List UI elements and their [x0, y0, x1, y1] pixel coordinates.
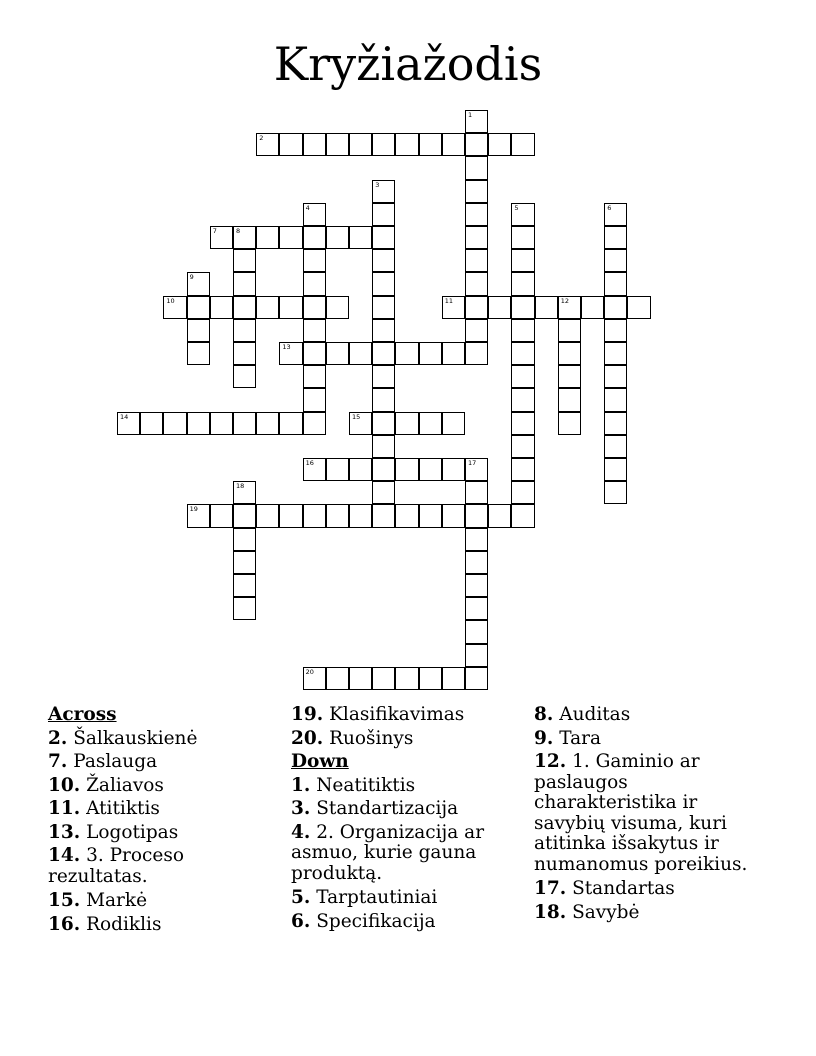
clue-across-16: 16. Rodiklis [48, 913, 162, 935]
grid-cell[interactable] [372, 272, 395, 295]
grid-cell[interactable] [604, 365, 627, 388]
grid-cell[interactable] [256, 226, 279, 249]
grid-cell[interactable] [558, 412, 581, 435]
clue-down-17: 17. Standartas [534, 878, 675, 899]
clue-across-13: 13. Logotipas [48, 821, 179, 843]
grid-cell[interactable] [465, 156, 488, 179]
grid-cell[interactable] [349, 133, 372, 156]
grid-cell[interactable] [349, 342, 372, 365]
grid-cell[interactable] [372, 180, 395, 203]
grid-cell[interactable] [372, 319, 395, 342]
grid-cell[interactable] [303, 296, 326, 319]
grid-cell[interactable] [210, 296, 233, 319]
grid-cell[interactable] [511, 504, 534, 527]
grid-cell[interactable] [233, 597, 256, 620]
grid-cell[interactable] [326, 226, 349, 249]
grid-cell[interactable] [210, 412, 233, 435]
grid-cell[interactable] [511, 388, 534, 411]
grid-cell[interactable] [326, 296, 349, 319]
clue-across-20: 20. Ruošinys [291, 727, 414, 749]
grid-cell[interactable] [187, 412, 210, 435]
grid-cell[interactable] [349, 458, 372, 481]
grid-cell[interactable] [465, 597, 488, 620]
grid-cell[interactable] [187, 319, 210, 342]
cell-number: 8 [236, 227, 241, 235]
clue-down-12: 12. 1. Gaminio ar paslaugos charakteristika ir savybių visuma, kuri atitinka išsakytus ir numanomus poreikius. [534, 751, 748, 875]
grid-cell[interactable] [187, 296, 210, 319]
grid-cell[interactable] [372, 296, 395, 319]
clues-column-1 [48, 703, 268, 936]
grid-cell[interactable] [465, 574, 488, 597]
grid-cell[interactable] [233, 412, 256, 435]
cell-number: 16 [305, 459, 314, 467]
grid-cell[interactable] [419, 504, 442, 527]
grid-cell[interactable] [465, 458, 488, 481]
grid-cell[interactable] [233, 365, 256, 388]
grid-cell[interactable] [511, 412, 534, 435]
grid-cell[interactable] [604, 412, 627, 435]
cell-number: 13 [282, 343, 291, 351]
grid-cell[interactable] [558, 319, 581, 342]
grid-cell[interactable] [419, 458, 442, 481]
grid-cell[interactable] [372, 458, 395, 481]
grid-cell[interactable] [558, 365, 581, 388]
grid-cell[interactable] [303, 667, 326, 690]
across-heading: Across [48, 704, 117, 725]
cell-number: 12 [560, 296, 570, 305]
down-heading: Down [291, 751, 349, 772]
grid-cell[interactable] [279, 342, 302, 365]
clue-across-7: 7. Paslauga [48, 751, 158, 772]
grid-cell[interactable] [187, 272, 210, 295]
grid-cell[interactable] [372, 667, 395, 690]
grid-cell[interactable] [233, 504, 256, 527]
grid-cell[interactable] [187, 504, 210, 527]
grid-cell[interactable] [442, 133, 465, 156]
grid-cell[interactable] [256, 412, 279, 435]
grid-cell[interactable] [303, 133, 326, 156]
grid-cell[interactable] [604, 272, 627, 295]
grid-cell[interactable] [465, 296, 488, 319]
grid-cell[interactable] [604, 226, 627, 249]
cell-number: 14 [120, 412, 129, 421]
grid-cell[interactable] [326, 133, 349, 156]
clues-column-3 [534, 703, 774, 924]
grid-cell[interactable] [326, 667, 349, 690]
grid-cell[interactable] [233, 528, 256, 551]
grid-cell[interactable] [303, 319, 326, 342]
grid-cell[interactable] [372, 203, 395, 226]
grid-cell[interactable] [465, 249, 488, 272]
grid-cell[interactable] [442, 296, 465, 319]
grid-cell[interactable] [465, 203, 488, 226]
grid-cell[interactable] [511, 458, 534, 481]
cell-number: 9 [189, 273, 194, 282]
grid-cell[interactable] [349, 504, 372, 527]
grid-cell[interactable] [187, 342, 210, 365]
grid-cell[interactable] [303, 458, 326, 481]
page-title: Kryžiažodis [273, 37, 543, 91]
grid-cell[interactable] [465, 644, 488, 667]
grid-cell[interactable] [604, 435, 627, 458]
grid-cell[interactable] [465, 342, 488, 365]
grid-cell[interactable] [465, 620, 488, 643]
grid-cell[interactable] [140, 412, 163, 435]
clue-down-4: 4. 2. Organizacija ar asmuo, kurie gauna produktą. [291, 821, 485, 884]
grid-cell[interactable] [303, 365, 326, 388]
clue-down-1: 1. Neatitiktis [291, 774, 416, 796]
grid-cell[interactable] [349, 226, 372, 249]
grid-cell[interactable] [581, 296, 604, 319]
grid-cell[interactable] [604, 249, 627, 272]
grid-cell[interactable] [395, 458, 418, 481]
grid-cell[interactable] [233, 574, 256, 597]
clue-down-6: 6. Specifikacija [291, 910, 436, 932]
grid-cell[interactable] [372, 342, 395, 365]
cell-number: 2 [259, 134, 264, 143]
grid-cell[interactable] [558, 388, 581, 411]
grid-cell[interactable] [372, 435, 395, 458]
grid-cell[interactable] [465, 180, 488, 203]
grid-cell[interactable] [442, 412, 465, 435]
grid-cell[interactable] [442, 458, 465, 481]
grid-cell[interactable] [326, 342, 349, 365]
clue-down-5: 5. Tarptautiniai [291, 887, 438, 908]
grid-cell[interactable] [488, 296, 511, 319]
grid-cell[interactable] [233, 296, 256, 319]
grid-cell[interactable] [210, 504, 233, 527]
grid-cell[interactable] [233, 551, 256, 574]
grid-cell[interactable] [465, 504, 488, 527]
grid-cell[interactable] [395, 342, 418, 365]
grid-cell[interactable] [372, 504, 395, 527]
grid-cell[interactable] [303, 272, 326, 295]
grid-cell[interactable] [511, 249, 534, 272]
grid-cell[interactable] [442, 667, 465, 690]
clues-column-2 [291, 703, 513, 933]
grid-cell[interactable] [303, 226, 326, 249]
grid-cell[interactable] [303, 504, 326, 527]
grid-cell[interactable] [256, 296, 279, 319]
grid-cell[interactable] [465, 551, 488, 574]
grid-cell[interactable] [233, 226, 256, 249]
grid-cell[interactable] [627, 296, 650, 319]
grid-cell[interactable] [511, 203, 534, 226]
grid-cell[interactable] [372, 249, 395, 272]
clue-across-14: 14. 3. Proceso rezultatas. [48, 845, 184, 887]
grid-cell[interactable] [395, 504, 418, 527]
grid-cell[interactable] [395, 667, 418, 690]
grid-cell[interactable] [372, 412, 395, 435]
grid-cell[interactable] [256, 133, 279, 156]
cell-number: 5 [514, 203, 519, 212]
grid-cell[interactable] [163, 412, 186, 435]
clue-down-8: 8. Auditas [534, 704, 631, 725]
grid-cell[interactable] [279, 226, 302, 249]
clue-across-2: 2. Šalkauskienė [48, 727, 198, 749]
clue-across-11: 11. Atitiktis [48, 798, 160, 819]
grid-cell[interactable] [303, 342, 326, 365]
grid-cell[interactable] [117, 412, 140, 435]
grid-cell[interactable] [279, 296, 302, 319]
grid-cell[interactable] [233, 319, 256, 342]
clue-down-18: 18. Savybė [534, 901, 640, 923]
grid-cell[interactable] [558, 342, 581, 365]
grid-cell[interactable] [372, 226, 395, 249]
cell-number: 1 [468, 111, 473, 119]
cell-number: 3 [375, 180, 380, 189]
grid-cell[interactable] [326, 458, 349, 481]
grid-cell[interactable] [604, 203, 627, 226]
cell-number: 18 [236, 482, 245, 491]
grid-cell[interactable] [511, 342, 534, 365]
grid-cell[interactable] [326, 504, 349, 527]
grid-cell[interactable] [163, 296, 186, 319]
cell-number: 19 [189, 505, 198, 514]
grid-cell[interactable] [442, 504, 465, 527]
grid-cell[interactable] [511, 272, 534, 295]
grid-cell[interactable] [372, 365, 395, 388]
grid-cell[interactable] [233, 272, 256, 295]
grid-cell[interactable] [303, 203, 326, 226]
grid-cell[interactable] [372, 481, 395, 504]
grid-cell[interactable] [511, 365, 534, 388]
grid-cell[interactable] [604, 388, 627, 411]
cell-number: 15 [352, 412, 361, 421]
grid-cell[interactable] [604, 319, 627, 342]
grid-cell[interactable] [511, 133, 534, 156]
grid-cell[interactable] [511, 481, 534, 504]
grid-cell[interactable] [558, 296, 581, 319]
grid-cell[interactable] [442, 342, 465, 365]
grid-cell[interactable] [604, 481, 627, 504]
grid-cell[interactable] [233, 342, 256, 365]
grid-cell[interactable] [372, 133, 395, 156]
clue-across-15: 15. Markė [48, 890, 148, 911]
grid-cell[interactable] [465, 667, 488, 690]
clue-across-19: 19. Klasifikavimas [291, 704, 465, 725]
grid-cell[interactable] [465, 528, 488, 551]
cell-number: 10 [166, 296, 175, 305]
cell-number: 20 [305, 667, 314, 676]
grid-cell[interactable] [303, 412, 326, 435]
grid-cell[interactable] [465, 481, 488, 504]
grid-cell[interactable] [349, 412, 372, 435]
clue-down-3: 3. Standartizacija [291, 798, 459, 819]
cell-number: 7 [212, 227, 217, 235]
grid-cell[interactable] [604, 458, 627, 481]
grid-cell[interactable] [465, 110, 488, 133]
grid-cell[interactable] [303, 388, 326, 411]
grid-cell[interactable] [419, 667, 442, 690]
clue-down-9: 9. Tara [534, 727, 602, 749]
cell-number: 17 [468, 459, 477, 467]
grid-cell[interactable] [279, 412, 302, 435]
grid-cell[interactable] [372, 388, 395, 411]
cell-number: 6 [607, 203, 612, 212]
grid-cell[interactable] [465, 133, 488, 156]
grid-cell[interactable] [395, 133, 418, 156]
grid-cell[interactable] [419, 133, 442, 156]
grid-cell[interactable] [511, 226, 534, 249]
grid-cell[interactable] [210, 226, 233, 249]
grid-cell[interactable] [233, 481, 256, 504]
grid-cell[interactable] [303, 249, 326, 272]
grid-cell[interactable] [279, 504, 302, 527]
grid-cell[interactable] [511, 319, 534, 342]
cell-number: 4 [305, 203, 310, 212]
grid-cell[interactable] [604, 296, 627, 319]
cell-number: 11 [444, 296, 454, 305]
grid-cell[interactable] [488, 133, 511, 156]
grid-cell[interactable] [233, 249, 256, 272]
grid-cell[interactable] [511, 435, 534, 458]
grid-cell[interactable] [511, 296, 534, 319]
grid-cell[interactable] [465, 319, 488, 342]
grid-cell[interactable] [465, 272, 488, 295]
grid-cell[interactable] [256, 504, 279, 527]
grid-cell[interactable] [535, 296, 558, 319]
grid-cell[interactable] [488, 504, 511, 527]
clue-across-10: 10. Žaliavos [48, 774, 164, 796]
grid-cell[interactable] [419, 412, 442, 435]
grid-cell[interactable] [349, 667, 372, 690]
grid-cell[interactable] [419, 342, 442, 365]
grid-cell[interactable] [395, 412, 418, 435]
grid-cell[interactable] [465, 226, 488, 249]
grid-cell[interactable] [604, 342, 627, 365]
grid-cell[interactable] [279, 133, 302, 156]
